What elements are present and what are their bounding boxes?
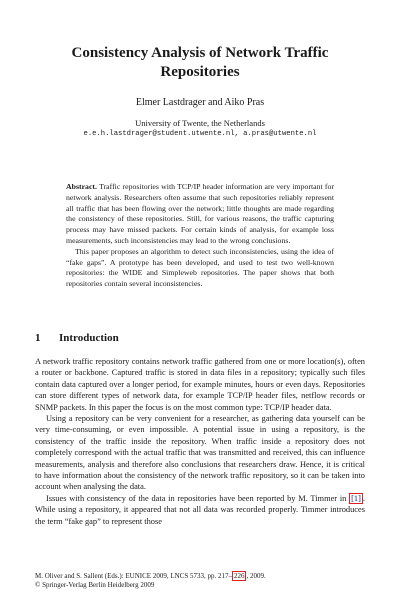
abstract-label: Abstract. [66,182,97,191]
footer-page-link[interactable]: 226 [233,572,245,580]
abstract-paragraph-1 [66,182,334,247]
page-footer [35,572,365,590]
footer-citation: M. Oliver and S. Sallent (Eds.): EUNICE 2009, LNCS 5733, pp. 217– [35,572,232,580]
footer-line-1 [35,572,365,581]
section-title: Introduction [59,332,119,344]
body-text-3b: . While using a repository, it appeared that not all data was recorded properly. Timmer introduces the term “fake gap” to represent those [35,493,365,526]
abstract [66,182,334,290]
body-text-3a: Issues with consistency of the data in repositories have been reported by M. Timmer in [46,493,350,503]
body-paragraph-2: Using a repository can be very convenient for a researcher, as gathering data yourself can be very time-consuming, or even impossible. A potential issue in using a repository, is the consistency of the traffic inside the repository. When traffic inside a repository does not completely correspond with the actual traffic that was transmitted and received, this can influence measurements, analysis and therefore also conclusions that researchers draw. Hence, it is critical to have information about the consistency of the network traffic repository, so it can be taken into account when analysing the data. [35,414,365,492]
body-paragraph-1: A network traffic repository contains network traffic gathered from one or more location(s), often a router or backbone. Captured traffic is stored in data files in a repository; typically such files contain data captured over a longer period, for example minutes, hours or even days. Repositories can store different types of network data, for example TCP/IP header files, netflow records or SNMP packets. In this paper the focus is on the most common type: TCP/IP header data. [35,357,365,412]
paper-authors: Elmer Lastdrager and Aiko Pras [135,97,265,108]
section-heading [35,332,365,345]
abstract-text-1: Traffic repositories with TCP/IP header information are very important for network analysis. Researchers often assume that such repositories reliably represent all traffic that has been flowing over the network; little thoughts are made regarding the consistency of these repositories. Still, for various reasons, the traffic capturing process may have missed packets. For certain kinds of analysis, for example loss measurements, such inconsistencies may lead to the wrong conclusions. [66,182,335,245]
footer-year: , 2009. [246,572,266,580]
affiliation: University of Twente, the Netherlands [135,118,265,128]
footer-copyright: © Springer-Verlag Berlin Heidelberg 2009 [35,581,155,589]
paper-title: Consistency Analysis of Network Traffic Repositories [71,45,329,80]
author-emails: e.e.h.lastdrager@student.utwente.nl, a.pras@utwente.nl [83,130,317,138]
body-text [35,356,365,527]
abstract-paragraph-2: This paper proposes an algorithm to detect such inconsistencies, using the idea of “fake gaps”. A prototype has been developed, and used to test two well-known repositories: the WIDE and Simpleweb repositories. The paper shows that both repositories contain several inconsistencies. [66,246,334,289]
citation-link[interactable]: [1] [351,493,361,503]
affiliation-block [40,118,360,140]
section-number: 1 [35,332,41,344]
body-paragraph-3 [35,493,365,527]
